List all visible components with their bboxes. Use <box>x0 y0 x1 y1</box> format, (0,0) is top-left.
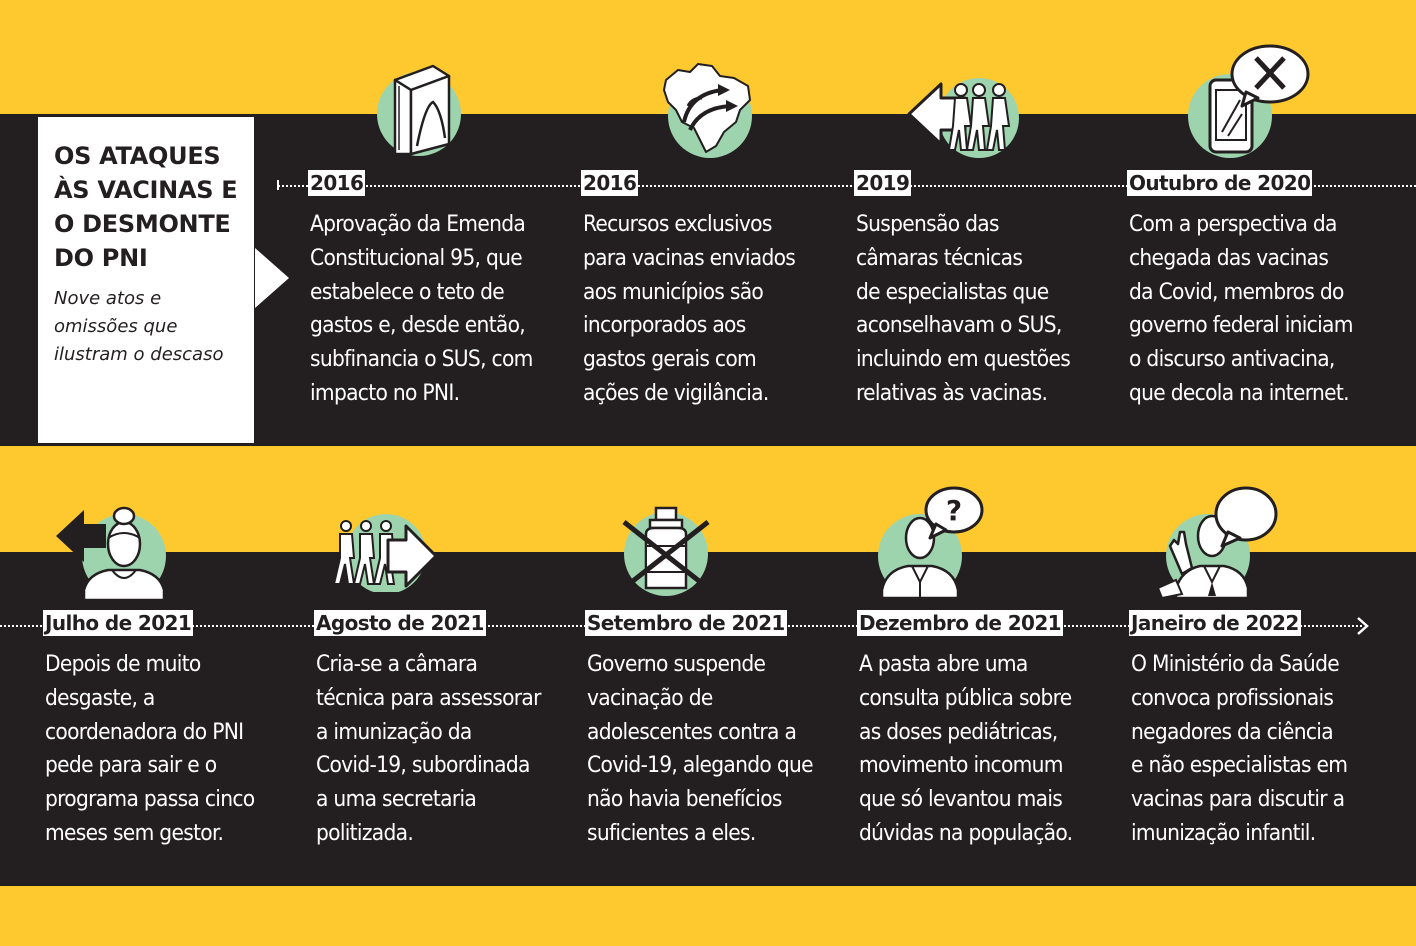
event-description: Suspensão das câmaras técnicas de especialistas que aconselhavam o SUS, incluindo em questões relativas às vacinas. <box>856 211 1071 406</box>
title-box <box>35 114 257 446</box>
timeline-arrowhead <box>1356 616 1370 636</box>
event-date: Outubro de 2020 <box>1129 171 1311 195</box>
smartphone-x-icon <box>1186 42 1312 158</box>
timeline-start-tick <box>277 180 279 190</box>
event-description: O Ministério da Saúde convoca profissionais negadores da ciência e não especialistas em vacinas para discutir a imunização infantil. <box>1131 651 1348 846</box>
coordinator-leaving-icon <box>54 500 166 600</box>
event-date: Julho de 2021 <box>45 611 192 635</box>
person-question-icon <box>876 486 988 598</box>
event-description: Cria-se a câmara técnica para assessorar a imunização da Covid-19, subordinada a uma secretaria politizada. <box>316 651 541 846</box>
event-description: Governo suspende vacinação de adolescentes contra a Covid-19, alegando que não havia benefícios suficientes a eles. <box>587 651 813 846</box>
event-description: Depois de muito desgaste, a coordenadora do PNI pede para sair e o programa passa cinco meses sem gestor. <box>45 651 255 846</box>
event-date: Dezembro de 2021 <box>859 611 1062 635</box>
event-description: A pasta abre uma consulta pública sobre as doses pediátricas, movimento incomum que só levantou mais dúvidas na população. <box>859 651 1073 846</box>
event-date: Agosto de 2021 <box>316 611 484 635</box>
event-date: 2016 <box>583 171 637 195</box>
event-date: Janeiro de 2022 <box>1131 611 1299 635</box>
people-leaving-arrow-icon <box>905 78 1025 158</box>
event-date: 2019 <box>856 171 910 195</box>
book-icon <box>375 58 475 158</box>
person-speaking-icon <box>1152 484 1278 598</box>
event-date: Setembro de 2021 <box>587 611 785 635</box>
svg-text:?: ? <box>945 494 963 527</box>
page-subtitle: Nove atos e omissões que ilustram o descaso <box>54 288 224 365</box>
vaccine-vial-crossed-icon <box>618 502 714 598</box>
brazil-map-money-icon <box>660 56 760 160</box>
event-description: Recursos exclusivos para vacinas enviados aos municípios são incorporados aos gastos gerais com ações de vigilância. <box>583 211 796 406</box>
event-description: Aprovação da Emenda Constitucional 95, que estabelece o teto de gastos e, desde então, subfinancia o SUS, com impacto no PNI. <box>310 211 533 406</box>
people-arriving-arrow-icon <box>332 512 440 592</box>
page-title: OS ATAQUES ÀS VACINAS E O DESMONTE DO PNI <box>54 142 238 272</box>
event-description: Com a perspectiva da chegada das vacinas da Covid, membros do governo federal iniciam o discurso antivacina, que decola na internet. <box>1129 211 1353 406</box>
title-box-pointer <box>255 248 289 308</box>
event-date: 2016 <box>310 171 364 195</box>
